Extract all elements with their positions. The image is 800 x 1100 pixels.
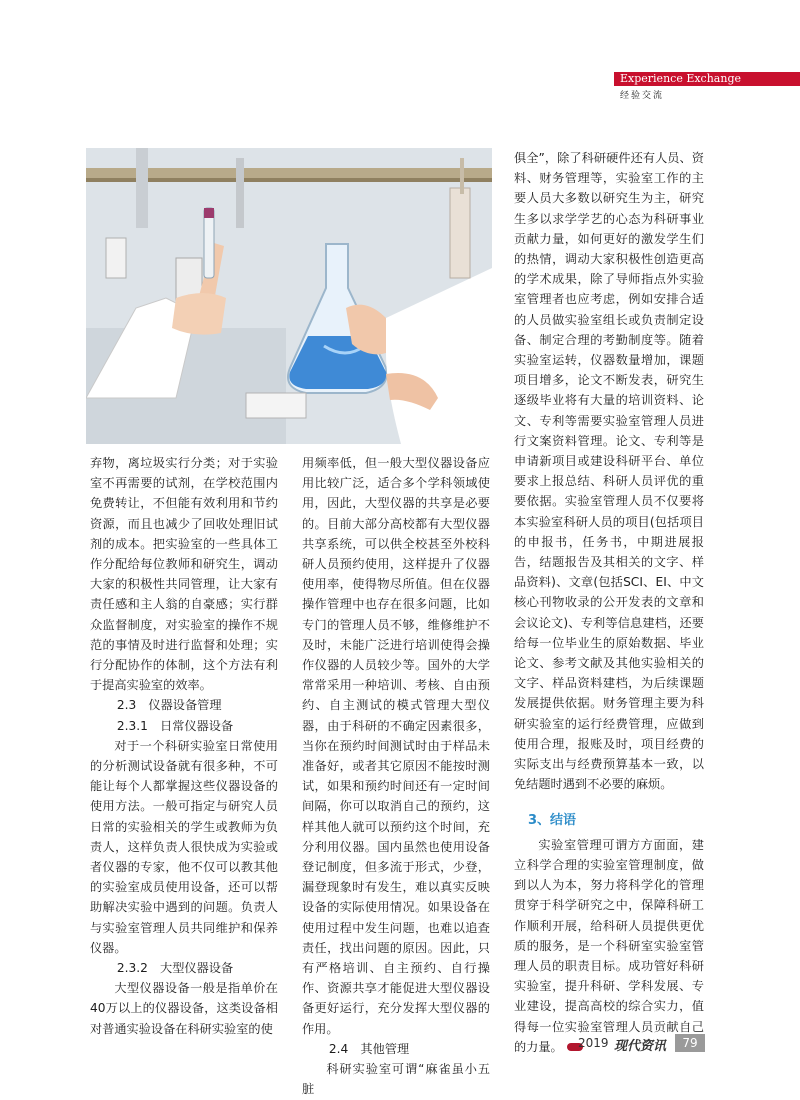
paragraph: 用频率低，但一般大型仪器设备应用比较广泛，适合多个学科领域使用，因此，大型仪器的共享是必要的。目前大部分高校都有大型仪器共享系统，可以供全校甚至外校科研人员预约使用，这样提升了仪器使用率，使得物尽所值。但在仪器操作管理中也存在很多问题，比如专门的管理人员不够，维修维护不及时，未能广泛进行培训使得会操作仪器的人员较少等。国外的大学常常采用一种培训、考核、自由预约、自主测试的模式管理大型仪器，由于科研的不确定因素很多，当你在预约时间测试时由于样品未准备好，或者其它原因不能按时测试，如果和预约时间还有一定时间间隔，你可以取消自己的预约，这样其他人就可以预约这个时间，充分利用仪器。国内虽然也使用设备登记制度，但多流于形式，少登，漏登现象时有发生，难以真实反映设备的实际使用情况。如果设备在使用过程中发生问题，也难以追查责任，找出问题的原因。因此，只有严格培训、自主预约、自行操作、资源共享才能促进大型仪器设备更好运行，充分发挥大型仪器的作用。 xyxy=(302,456,490,1036)
journal-name: 现代资讯 xyxy=(614,1039,667,1054)
body-column-1 xyxy=(90,453,278,1039)
footer-year: 2019 xyxy=(578,1036,609,1050)
section-heading-2-3: 2.3 仪器设备管理 xyxy=(116,698,222,713)
paragraph: 弃物，离垃圾实行分类；对于实验室不再需要的试剂，在学校范围内免费转让，不但能有效利用和节约资源，而且也减少了回收处理旧试剂的成本。把实验室的一些具体工作分配给每位教师和研究生，调动大家的积极性共同管理，让大家有责任感和主人翁的自豪感；实行群众监督制度，对实验室的操作不规范的事情及时进行监督和处理；实行分配协作的体制，这个方法有利于提高实验室的效率。 xyxy=(90,456,278,693)
section-header-en: Experience Exchange xyxy=(614,72,800,86)
body-column-3 xyxy=(514,148,704,1057)
paragraph: 实验室管理可谓方方面面，建立科学合理的实验室管理制度，做到以人为本，努力将科学化的管理贯穿于科学研究之中，保障科研工作顺利开展，给科研人员提供更优质的服务，是一个科研室实验室管理人员的职责目标。成功管好科研实验室，提升科研、学科发展、专业建设，提高高校的综合实力，值得每一位实验室管理人员贡献自己的力量。 xyxy=(514,837,704,1054)
section-header-cn: 经验交流 xyxy=(620,91,665,101)
section-heading-3: 3、结语 xyxy=(528,812,577,828)
section-heading-2-4: 2.4 其他管理 xyxy=(328,1041,410,1056)
body-column-2 xyxy=(302,453,490,1100)
section-heading-2-3-2: 2.3.2 大型仪器设备 xyxy=(116,961,234,976)
page-number: 79 xyxy=(675,1034,705,1052)
section-heading-2-3-1: 2.3.1 日常仪器设备 xyxy=(116,718,234,733)
paragraph: 对于一个科研实验室日常使用的分析测试设备就有很多种，不可能让每个人都掌握这些仪器设备的使用方法。一般可指定与研究人员日常的实验相关的学生或教师为负责人，这样负责人很快成为实验或者仪器的专家，他不仅可以教其他的实验室成员使用设备，还可以帮助解决实验中遇到的问题。负责人与实验室管理人员共同维护和保养仪器。 xyxy=(90,738,278,955)
paragraph: 科研实验室可谓“麻雀虽小五脏 xyxy=(302,1062,490,1097)
paragraph: 大型仪器设备一般是指单价在40万以上的仪器设备，这类设备相对普通实验设备在科研实验室的使 xyxy=(90,981,278,1036)
lab-photo xyxy=(86,148,492,444)
paragraph: 俱全”，除了科研硬件还有人员、资料、财务管理等，实验室工作的主要人员大多数以研究生为主，研究生多以求学学艺的心态为科研事业贡献力量，如何更好的激发学生们的热情，调动大家积极性创造更高的学术成果，除了导师指点外实验室管理者也应考虑，例如安排合适的人员做实验室组长或负责制定设备、制定合理的考勤制度等。随着实验室运转，仪器数量增加，课题项目增多，论文不断发表，研究生逐级毕业将有大量的培训资料、论文、专利等需要实验室管理人员进行文案资料管理。论文、专利等是申请新项目或建设科研平台、单位要求上报总结、科研人员评优的重要依据。实验室管理人员不仅要将本实验室科研人员的项目(包括项目的申报书，任务书，中期进展报告，结题报告及其相关的文字、样品资料)、文章(包括SCI、EI、中文核心刊物收录的公开发表的文章和会议论文)、专利等信息建档，还要给每一位毕业生的原始数据、毕业论文、参考文献及其他实验相关的文字、样品资料建档，为后续课题发展提供依据。财务管理主要为科研实验室的运行经费管理，应做到使用合理，报账及时，项目经费的实际支出与经费预算基本一致，以免结题时遇到不必要的麻烦。 xyxy=(514,151,704,792)
lab-photo-illustration xyxy=(86,148,492,444)
section-header xyxy=(614,72,800,101)
